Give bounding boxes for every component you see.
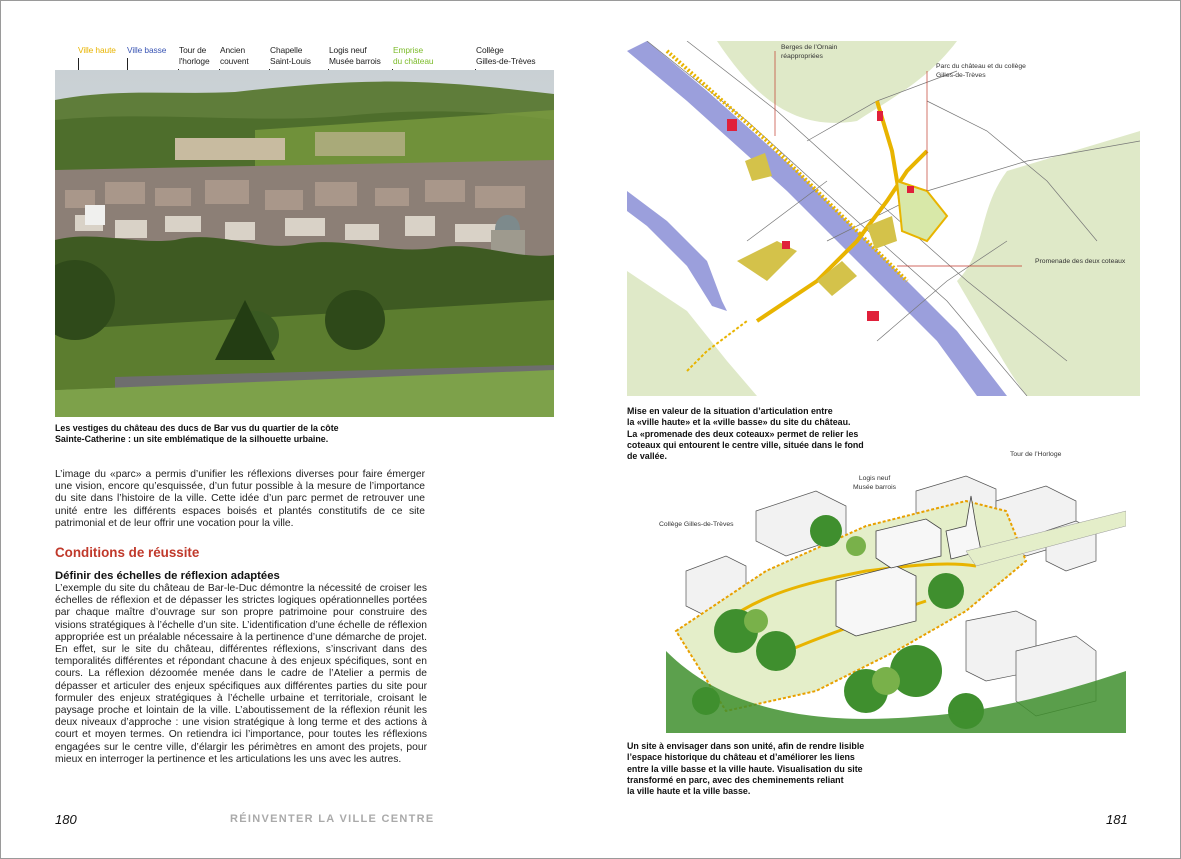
label-parc: Parc du château et du collège Gilles-de-Trèves bbox=[936, 63, 1026, 79]
left-page bbox=[1, 1, 591, 858]
page-number-left: 180 bbox=[55, 812, 77, 827]
right-page bbox=[591, 1, 1180, 858]
label-berges: Berges de l’Ornain réappropriées bbox=[781, 44, 838, 60]
main-paragraph: L’exemple du site du château de Bar-le-Duc démontre la nécessité de croiser les échelles de réflexion et de dépasser les strictes logiques opérationnelles portées par chaque maître d’ouvrage sur son propre patrimoine pour construire des visions stratégiques à l’échelle d’un site. L’identification d’une échelle de réflexion appropriée est un préalable nécessaire à la pertinence d’une démarche de projet. En effet, sur le site du château, différentes réflexions, s’inscrivant dans des temporalités différentes et répondant chacune à des enjeux spécifiques, sont en cours. La réflexion dézoomée menée dans le cadre de l’Atelier a permis de dépasser et articuler des enjeux spécifiques aux différentes parties du site pour formuler des enjeux stratégiques à l’échelle urbaine et territoriale, croisant le paysage proche et lointain de la ville. L’aboutissement de la réflexion réunit les deux niveaux d’approche : une vision stratégique à long terme et des actions à court et moyen termes. On retiendra ici l’importance, pour toutes les réflexions engagées sur le centre ville, d’élargir les périmètres en amont des projets, pour mieux en interroger la pertinence et les articulations les uns avec les autres. bbox=[55, 583, 427, 765]
label-tour-horloge: Tour de l’Horloge bbox=[1010, 451, 1062, 458]
photo-caption: Les vestiges du château des ducs de Bar vus du quartier de la côte Sainte-Catherine : un site emblématique de la silhouette urbaine. bbox=[55, 423, 339, 445]
axo-caption: Un site à envisager dans son unité, afin de rendre lisible l’espace historique du château et d’améliorer les liens entre la ville basse et la ville haute. Visualisation du site transformé en parc, avec des cheminements reliant la ville haute et la ville basse. bbox=[627, 741, 865, 797]
subheading: Définir des échelles de réflexion adaptées bbox=[55, 570, 280, 582]
label-college: Collège Gilles-de-Trèves bbox=[659, 521, 734, 528]
label-chapelle: Chapelle Saint-Louis bbox=[270, 45, 311, 66]
axonometric-view bbox=[666, 471, 1126, 733]
label-promenade: Promenade des deux coteaux bbox=[1035, 258, 1126, 265]
label-emprise: Emprise du château bbox=[393, 45, 434, 66]
label-ville-basse: Ville basse bbox=[127, 45, 167, 55]
section-heading: Conditions de réussite bbox=[55, 545, 200, 560]
intro-paragraph: L’image du «parc» a permis d’unifier les réflexions diverses pour faire émerger une vision, encore qu’esquissée, d’un futur possible à la mesure de l’importance du site dans l’histoire de la ville. Cette idée d’un parc permet de retrouver une unité entre les différents espaces boisés et plantés constitutifs de ce site patrimonial et de leur offrir une vocation pour la ville. bbox=[55, 469, 425, 529]
town-photo bbox=[55, 70, 554, 417]
label-college: Collège Gilles-de-Trèves bbox=[476, 45, 536, 66]
label-ville-haute: Ville haute bbox=[78, 45, 116, 55]
running-title: RÉINVENTER LA VILLE CENTRE bbox=[230, 813, 435, 825]
label-tour-horloge: Tour de l'horloge bbox=[179, 45, 210, 66]
page-number-right: 181 bbox=[1106, 812, 1128, 827]
label-logis-neuf: Logis neuf Musée barrois bbox=[853, 475, 897, 491]
label-ancien-couvent: Ancien couvent bbox=[220, 45, 249, 66]
plan-caption: Mise en valeur de la situation d’articulation entre la «ville haute» et la «ville basse» du site du château. La «promenade des deux coteaux» permet de relier les coteaux qui entourent le centre ville, située dans le fond de vallée. bbox=[627, 406, 864, 462]
label-logis-neuf: Logis neuf Musée barrois bbox=[329, 45, 381, 66]
urban-plan-map bbox=[627, 41, 1140, 396]
